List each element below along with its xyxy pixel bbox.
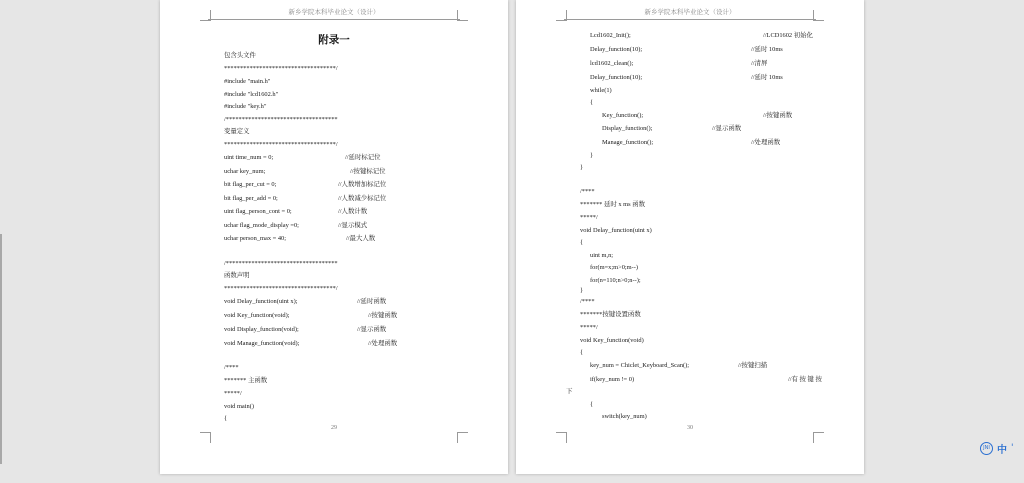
code-line: #include "main.h": [224, 78, 271, 85]
code-line: {: [590, 401, 594, 408]
code-line: {: [590, 99, 594, 106]
code-comment: //显示函数: [357, 326, 387, 333]
code-line: uchar flag_mode_display =0;: [224, 222, 299, 229]
code-comment: //显示模式: [338, 222, 368, 229]
crop-mark: [457, 432, 468, 443]
code-line: *****/: [580, 214, 598, 221]
code-line: uchar key_num;: [224, 168, 266, 175]
page-header: 新乡学院本科毕业论文（设计）: [288, 8, 380, 16]
code-line: *****/: [224, 390, 242, 397]
ime-language-label[interactable]: 中: [997, 444, 1007, 456]
window-edge: [0, 234, 2, 464]
code-line: #include "key.h": [224, 103, 267, 110]
code-comment: //按键标记位: [350, 168, 386, 175]
crop-mark: [200, 432, 211, 443]
code-line: }: [590, 152, 594, 159]
ime-logo-icon: JNI: [980, 442, 993, 455]
ime-indicator[interactable]: [980, 440, 1013, 456]
code-line: uint time_num = 0;: [224, 154, 274, 161]
code-line: void Delay_function(uint x);: [224, 298, 298, 305]
code-line: void Delay_function(uint x): [580, 227, 652, 234]
code-line: for(m=x;m>0;m--): [590, 264, 639, 271]
code-comment: //按键扫描: [738, 362, 768, 369]
document-page-29: [160, 0, 508, 474]
code-line: key_num = Chiclet_Keyboard_Scan();: [590, 362, 690, 369]
code-line: /****: [580, 298, 595, 305]
code-line: switch(key_num): [602, 413, 647, 420]
code-line: /****: [224, 364, 239, 371]
code-line: *******按键设置函数: [580, 311, 641, 318]
code-line: Key_function();: [602, 112, 644, 119]
code-line: bit flag_per_add = 0;: [224, 195, 278, 202]
crop-mark: [813, 432, 824, 443]
header-rule: [208, 19, 460, 20]
code-comment: //有 按 键 按: [788, 376, 822, 383]
code-comment: //延时 10ms: [751, 74, 783, 81]
code-comment: //延时标记位: [345, 154, 381, 161]
code-line: 包含头文件: [224, 52, 256, 59]
code-comment: //人数减少标记位: [338, 195, 387, 202]
code-line: /***********************************: [224, 116, 338, 123]
code-line: }: [580, 164, 584, 171]
code-line: 变量定义: [224, 128, 250, 135]
code-line: uint flag_person_cont = 0;: [224, 208, 292, 215]
ime-punctuation-icon: ': [1011, 443, 1014, 453]
page-number: 30: [687, 425, 693, 431]
code-line: ******* 延时 x ms 函数: [580, 201, 645, 208]
code-comment: //人数计数: [338, 208, 368, 215]
code-line: 函数声明: [224, 272, 250, 279]
crop-mark: [556, 10, 567, 21]
code-line: {: [224, 415, 228, 422]
code-comment: //显示函数: [712, 125, 742, 132]
code-line: bit flag_per_cut = 0;: [224, 181, 277, 188]
code-comment: //延时 10ms: [751, 46, 783, 53]
code-line: *****/: [580, 324, 598, 331]
code-line: #include "lcd1602.h": [224, 91, 279, 98]
appendix-title: 附录一: [318, 34, 350, 46]
code-line: for(n=110;n>0;n--);: [590, 277, 641, 284]
code-line: ***********************************/: [224, 141, 338, 148]
code-line: void main(): [224, 403, 254, 410]
code-line: /***********************************: [224, 260, 338, 267]
crop-mark: [457, 10, 468, 21]
code-line: Delay_function(10);: [590, 46, 643, 53]
crop-mark: [813, 10, 824, 21]
code-line: void Key_function(void): [580, 337, 644, 344]
code-comment: //清屏: [751, 60, 768, 67]
code-line: /****: [580, 188, 595, 195]
code-line: {: [580, 349, 584, 356]
code-line: Lcd1602_Init();: [590, 32, 631, 39]
code-line: uint m,n;: [590, 252, 614, 259]
code-line: {: [580, 239, 584, 246]
page-header: 新乡学院本科毕业论文（设计）: [644, 8, 736, 16]
document-page-30: [516, 0, 864, 474]
code-line: while(1): [590, 87, 612, 94]
code-comment: //按键函数: [368, 312, 398, 319]
code-comment: //人数增加标记位: [338, 181, 387, 188]
code-comment: //按键函数: [763, 112, 793, 119]
code-line: 下: [566, 388, 573, 395]
code-line: void Display_function(void);: [224, 326, 299, 333]
code-comment: //处理函数: [368, 340, 398, 347]
crop-mark: [556, 432, 567, 443]
code-comment: //处理函数: [751, 139, 781, 146]
code-comment: //延时函数: [357, 298, 387, 305]
code-line: void Key_function(void);: [224, 312, 290, 319]
code-line: Display_function();: [602, 125, 653, 132]
code-line: void Manage_function(void);: [224, 340, 300, 347]
code-comment: //LCD1602 初始化: [763, 32, 813, 39]
code-line: ***********************************/: [224, 285, 338, 292]
code-comment: //最大人数: [346, 235, 376, 242]
code-line: lcd1602_clean();: [590, 60, 634, 67]
code-line: Manage_function();: [602, 139, 654, 146]
code-line: if(key_num != 0): [590, 376, 635, 383]
code-line: ******* 主函数: [224, 377, 268, 384]
code-line: Delay_function(10);: [590, 74, 643, 81]
code-line: }: [580, 287, 584, 294]
header-rule: [564, 19, 816, 20]
crop-mark: [200, 10, 211, 21]
page-number: 29: [331, 425, 337, 431]
code-line: ***********************************/: [224, 65, 338, 72]
code-line: uchar person_max = 40;: [224, 235, 286, 242]
